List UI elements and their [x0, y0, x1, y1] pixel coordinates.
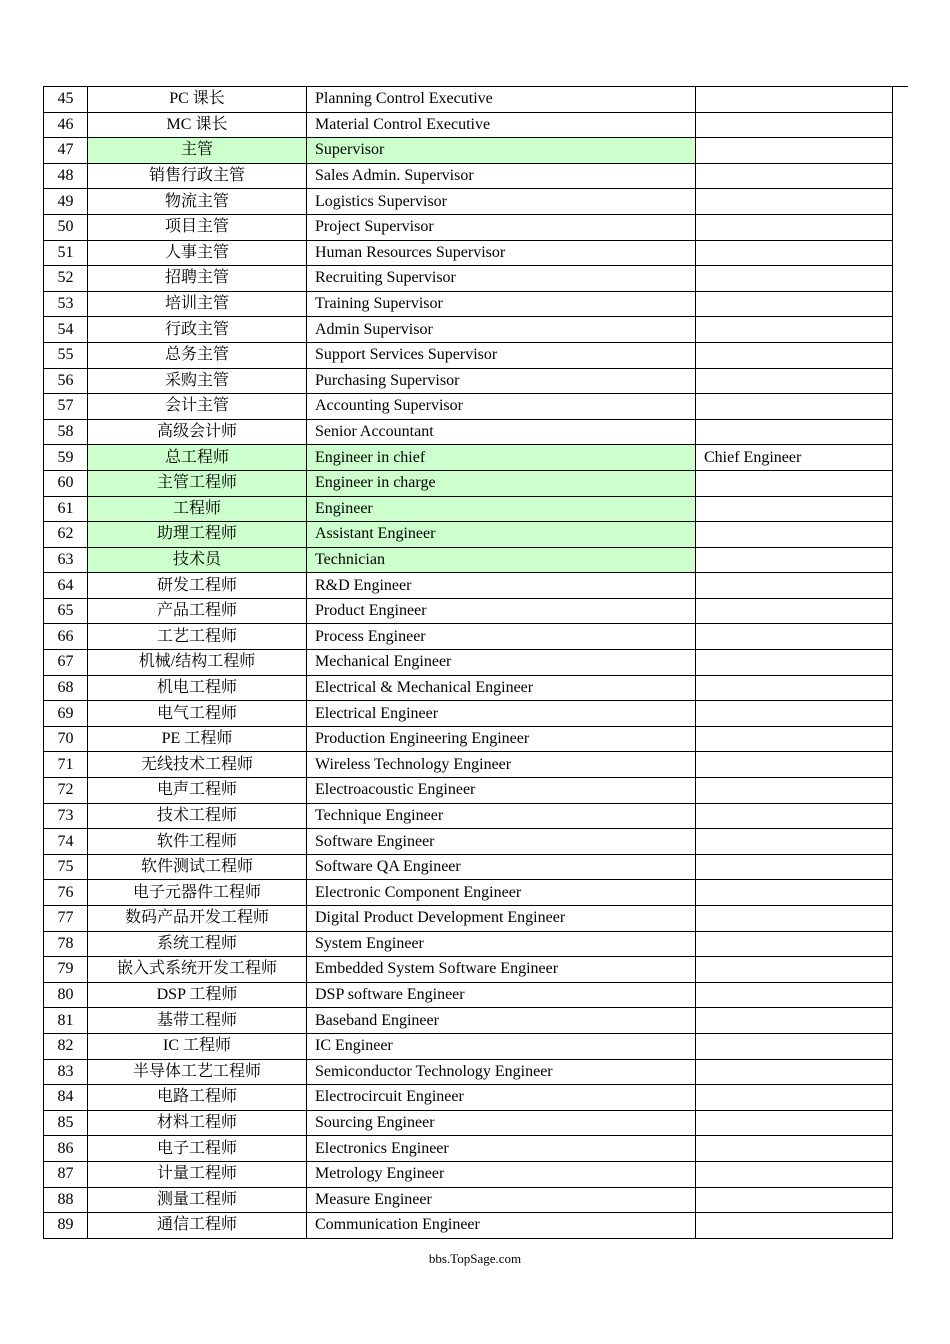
- row-number: 54: [44, 317, 88, 343]
- english-title: System Engineer: [307, 931, 696, 957]
- note-cell: [696, 906, 893, 932]
- note-cell: [696, 522, 893, 548]
- table-row: [44, 1085, 893, 1111]
- job-title-rows: [44, 87, 893, 1239]
- english-title: Training Supervisor: [307, 291, 696, 317]
- row-number: 70: [44, 726, 88, 752]
- table-row: [44, 138, 893, 164]
- row-number: 71: [44, 752, 88, 778]
- note-cell: [696, 624, 893, 650]
- chinese-title: 电子工程师: [88, 1136, 307, 1162]
- chinese-title: 软件测试工程师: [88, 854, 307, 880]
- chinese-title: 培训主管: [88, 291, 307, 317]
- table-row: [44, 1213, 893, 1239]
- chinese-title: 系统工程师: [88, 931, 307, 957]
- english-title: Material Control Executive: [307, 112, 696, 138]
- table-row: [44, 470, 893, 496]
- row-number: 73: [44, 803, 88, 829]
- english-title: Digital Product Development Engineer: [307, 906, 696, 932]
- chinese-title: 招聘主管: [88, 266, 307, 292]
- chinese-title: 嵌入式系统开发工程师: [88, 957, 307, 983]
- note-cell: [696, 982, 893, 1008]
- english-title: Electrical & Mechanical Engineer: [307, 675, 696, 701]
- english-title: Engineer in charge: [307, 470, 696, 496]
- row-number: 50: [44, 214, 88, 240]
- row-number: 77: [44, 906, 88, 932]
- chinese-title: 产品工程师: [88, 598, 307, 624]
- table-row: [44, 1033, 893, 1059]
- row-number: 60: [44, 470, 88, 496]
- row-number: 65: [44, 598, 88, 624]
- row-number: 76: [44, 880, 88, 906]
- row-number: 48: [44, 163, 88, 189]
- note-cell: [696, 317, 893, 343]
- english-title: Electrocircuit Engineer: [307, 1085, 696, 1111]
- table-row: [44, 496, 893, 522]
- table-row: [44, 1110, 893, 1136]
- chinese-title: 主管: [88, 138, 307, 164]
- row-number: 84: [44, 1085, 88, 1111]
- english-title: Assistant Engineer: [307, 522, 696, 548]
- chinese-title: 总工程师: [88, 445, 307, 471]
- english-title: Metrology Engineer: [307, 1161, 696, 1187]
- chinese-title: 主管工程师: [88, 470, 307, 496]
- english-title: Human Resources Supervisor: [307, 240, 696, 266]
- english-title: Support Services Supervisor: [307, 342, 696, 368]
- row-number: 78: [44, 931, 88, 957]
- chinese-title: 技术员: [88, 547, 307, 573]
- note-cell: [696, 1187, 893, 1213]
- row-number: 64: [44, 573, 88, 599]
- table-row: [44, 675, 893, 701]
- chinese-title: 会计主管: [88, 394, 307, 420]
- row-number: 72: [44, 778, 88, 804]
- table-row: [44, 1161, 893, 1187]
- note-cell: [696, 854, 893, 880]
- english-title: Admin Supervisor: [307, 317, 696, 343]
- chinese-title: 电子元器件工程师: [88, 880, 307, 906]
- note-cell: [696, 87, 893, 113]
- table-row: [44, 240, 893, 266]
- note-cell: [696, 803, 893, 829]
- chinese-title: 电气工程师: [88, 701, 307, 727]
- table-row: [44, 701, 893, 727]
- english-title: Logistics Supervisor: [307, 189, 696, 215]
- note-cell: [696, 1161, 893, 1187]
- english-title: Electrical Engineer: [307, 701, 696, 727]
- note-cell: [696, 1008, 893, 1034]
- english-title: Baseband Engineer: [307, 1008, 696, 1034]
- table-row: [44, 214, 893, 240]
- english-title: Project Supervisor: [307, 214, 696, 240]
- table-row: [44, 778, 893, 804]
- note-cell: [696, 163, 893, 189]
- chinese-title: 总务主管: [88, 342, 307, 368]
- english-title: IC Engineer: [307, 1033, 696, 1059]
- row-number: 81: [44, 1008, 88, 1034]
- chinese-title: 项目主管: [88, 214, 307, 240]
- note-cell: [696, 675, 893, 701]
- note-cell: [696, 1033, 893, 1059]
- table-row: [44, 957, 893, 983]
- chinese-title: 行政主管: [88, 317, 307, 343]
- english-title: Software Engineer: [307, 829, 696, 855]
- chinese-title: 工艺工程师: [88, 624, 307, 650]
- chinese-title: 基带工程师: [88, 1008, 307, 1034]
- row-number: 57: [44, 394, 88, 420]
- english-title: Planning Control Executive: [307, 87, 696, 113]
- chinese-title: 研发工程师: [88, 573, 307, 599]
- row-number: 49: [44, 189, 88, 215]
- row-number: 74: [44, 829, 88, 855]
- note-cell: [696, 778, 893, 804]
- english-title: Engineer: [307, 496, 696, 522]
- chinese-title: 测量工程师: [88, 1187, 307, 1213]
- english-title: Purchasing Supervisor: [307, 368, 696, 394]
- note-cell: [696, 752, 893, 778]
- row-number: 88: [44, 1187, 88, 1213]
- english-title: Measure Engineer: [307, 1187, 696, 1213]
- english-title: Communication Engineer: [307, 1213, 696, 1239]
- table-row: [44, 163, 893, 189]
- english-title: Sales Admin. Supervisor: [307, 163, 696, 189]
- table-row: [44, 112, 893, 138]
- table-row: [44, 931, 893, 957]
- note-cell: [696, 1136, 893, 1162]
- english-title: Technician: [307, 547, 696, 573]
- table-row: [44, 1136, 893, 1162]
- table-row: [44, 342, 893, 368]
- table-row: [44, 752, 893, 778]
- row-number: 58: [44, 419, 88, 445]
- note-cell: [696, 138, 893, 164]
- chinese-title: 通信工程师: [88, 1213, 307, 1239]
- note-cell: [696, 1085, 893, 1111]
- note-cell: [696, 931, 893, 957]
- english-title: Engineer in chief: [307, 445, 696, 471]
- note-cell: [696, 496, 893, 522]
- chinese-title: 人事主管: [88, 240, 307, 266]
- note-cell: [696, 880, 893, 906]
- row-number: 52: [44, 266, 88, 292]
- note-cell: [696, 573, 893, 599]
- english-title: Software QA Engineer: [307, 854, 696, 880]
- english-title: Embedded System Software Engineer: [307, 957, 696, 983]
- chinese-title: 计量工程师: [88, 1161, 307, 1187]
- chinese-title: 软件工程师: [88, 829, 307, 855]
- row-number: 85: [44, 1110, 88, 1136]
- table-row: [44, 650, 893, 676]
- english-title: Senior Accountant: [307, 419, 696, 445]
- english-title: R&D Engineer: [307, 573, 696, 599]
- job-title-table: [43, 86, 893, 1239]
- note-cell: [696, 598, 893, 624]
- row-number: 53: [44, 291, 88, 317]
- table-row: [44, 982, 893, 1008]
- english-title: Accounting Supervisor: [307, 394, 696, 420]
- note-cell: [696, 650, 893, 676]
- row-number: 51: [44, 240, 88, 266]
- chinese-title: 半导体工艺工程师: [88, 1059, 307, 1085]
- note-cell: [696, 470, 893, 496]
- english-title: Recruiting Supervisor: [307, 266, 696, 292]
- note-cell: [696, 112, 893, 138]
- chinese-title: 电声工程师: [88, 778, 307, 804]
- note-cell: [696, 1213, 893, 1239]
- chinese-title: PC 课长: [88, 87, 307, 113]
- table-row: [44, 394, 893, 420]
- note-cell: [696, 266, 893, 292]
- table-row: [44, 87, 893, 113]
- table-row: [44, 445, 893, 471]
- english-title: Technique Engineer: [307, 803, 696, 829]
- chinese-title: 高级会计师: [88, 419, 307, 445]
- table-row: [44, 368, 893, 394]
- row-number: 56: [44, 368, 88, 394]
- row-number: 55: [44, 342, 88, 368]
- english-title: Mechanical Engineer: [307, 650, 696, 676]
- footer-site[interactable]: bbs.TopSage.com: [428, 1251, 522, 1266]
- chinese-title: 电路工程师: [88, 1085, 307, 1111]
- chinese-title: 无线技术工程师: [88, 752, 307, 778]
- row-number: 75: [44, 854, 88, 880]
- table-row: [44, 803, 893, 829]
- table-row: [44, 624, 893, 650]
- row-number: 79: [44, 957, 88, 983]
- table-row: [44, 317, 893, 343]
- table-row: [44, 829, 893, 855]
- note-cell: [696, 957, 893, 983]
- note-cell: [696, 368, 893, 394]
- row-number: 66: [44, 624, 88, 650]
- row-number: 87: [44, 1161, 88, 1187]
- table-row: [44, 854, 893, 880]
- english-title: Production Engineering Engineer: [307, 726, 696, 752]
- english-title: Electroacoustic Engineer: [307, 778, 696, 804]
- chinese-title: 工程师: [88, 496, 307, 522]
- row-number: 82: [44, 1033, 88, 1059]
- english-title: Process Engineer: [307, 624, 696, 650]
- table-row: [44, 419, 893, 445]
- chinese-title: 助理工程师: [88, 522, 307, 548]
- row-number: 62: [44, 522, 88, 548]
- note-cell: [696, 291, 893, 317]
- top-rule-extension: [892, 86, 908, 87]
- row-number: 67: [44, 650, 88, 676]
- row-number: 61: [44, 496, 88, 522]
- chinese-title: 机电工程师: [88, 675, 307, 701]
- table-row: [44, 880, 893, 906]
- chinese-title: 材料工程师: [88, 1110, 307, 1136]
- table-row: [44, 266, 893, 292]
- table-row: [44, 726, 893, 752]
- note-cell: [696, 701, 893, 727]
- chinese-title: DSP 工程师: [88, 982, 307, 1008]
- note-cell: Chief Engineer: [696, 445, 893, 471]
- note-cell: [696, 240, 893, 266]
- table-row: [44, 547, 893, 573]
- table-row: [44, 291, 893, 317]
- chinese-title: 机械/结构工程师: [88, 650, 307, 676]
- table-row: [44, 1059, 893, 1085]
- english-title: Electronics Engineer: [307, 1136, 696, 1162]
- english-title: Supervisor: [307, 138, 696, 164]
- english-title: Product Engineer: [307, 598, 696, 624]
- chinese-title: PE 工程师: [88, 726, 307, 752]
- note-cell: [696, 829, 893, 855]
- note-cell: [696, 726, 893, 752]
- table-row: [44, 906, 893, 932]
- note-cell: [696, 1059, 893, 1085]
- chinese-title: 技术工程师: [88, 803, 307, 829]
- note-cell: [696, 394, 893, 420]
- table-row: [44, 573, 893, 599]
- english-title: DSP software Engineer: [307, 982, 696, 1008]
- row-number: 69: [44, 701, 88, 727]
- table-row: [44, 1008, 893, 1034]
- chinese-title: 销售行政主管: [88, 163, 307, 189]
- row-number: 83: [44, 1059, 88, 1085]
- english-title: Electronic Component Engineer: [307, 880, 696, 906]
- row-number: 46: [44, 112, 88, 138]
- row-number: 68: [44, 675, 88, 701]
- table-row: [44, 598, 893, 624]
- table-row: [44, 189, 893, 215]
- chinese-title: 数码产品开发工程师: [88, 906, 307, 932]
- english-title: Semiconductor Technology Engineer: [307, 1059, 696, 1085]
- note-cell: [696, 419, 893, 445]
- row-number: 86: [44, 1136, 88, 1162]
- row-number: 59: [44, 445, 88, 471]
- table-row: [44, 1187, 893, 1213]
- note-cell: [696, 342, 893, 368]
- english-title: Sourcing Engineer: [307, 1110, 696, 1136]
- note-cell: [696, 1110, 893, 1136]
- chinese-title: IC 工程师: [88, 1033, 307, 1059]
- row-number: 63: [44, 547, 88, 573]
- row-number: 47: [44, 138, 88, 164]
- note-cell: [696, 189, 893, 215]
- row-number: 45: [44, 87, 88, 113]
- chinese-title: MC 课长: [88, 112, 307, 138]
- row-number: 89: [44, 1213, 88, 1239]
- row-number: 80: [44, 982, 88, 1008]
- table-row: [44, 522, 893, 548]
- note-cell: [696, 547, 893, 573]
- chinese-title: 采购主管: [88, 368, 307, 394]
- chinese-title: 物流主管: [88, 189, 307, 215]
- english-title: Wireless Technology Engineer: [307, 752, 696, 778]
- note-cell: [696, 214, 893, 240]
